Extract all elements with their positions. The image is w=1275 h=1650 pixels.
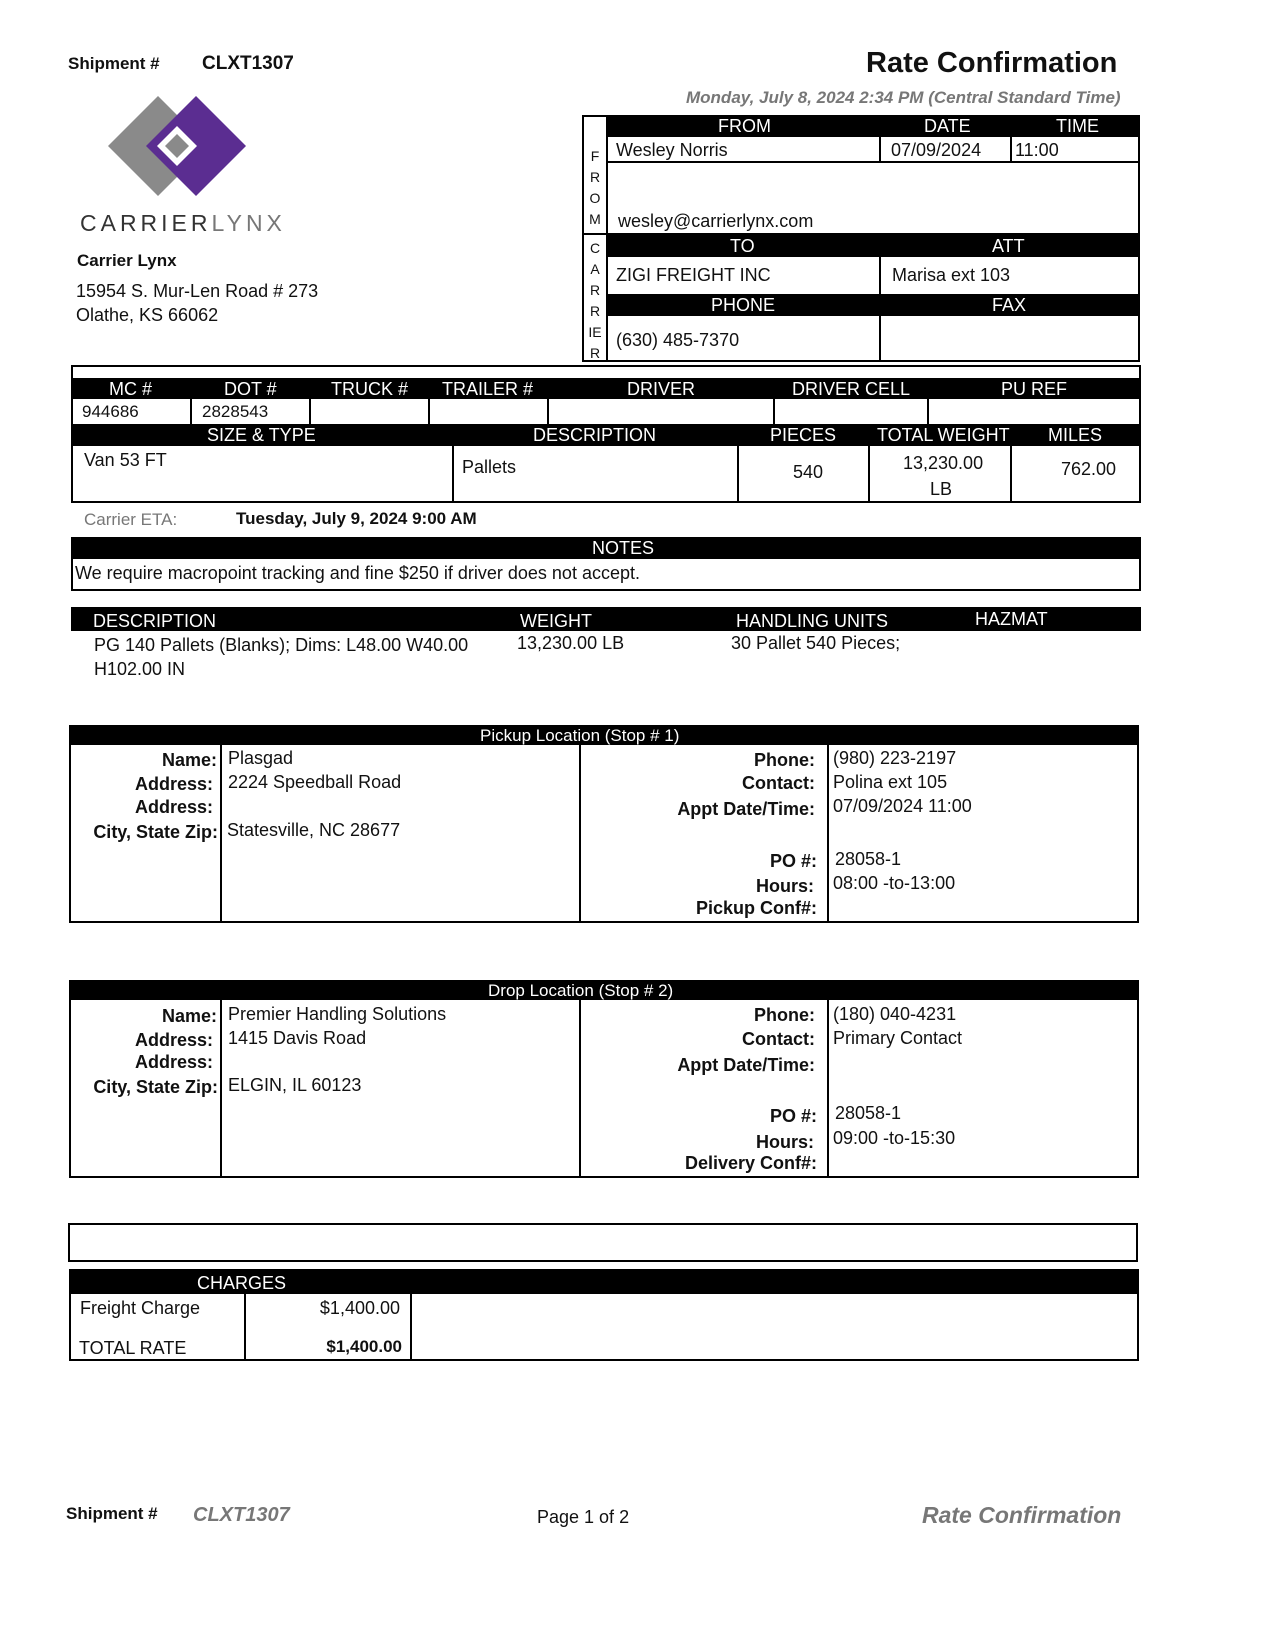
company-logo [100, 92, 250, 204]
equipment-header-bar: MC # DOT # TRUCK # TRAILER # DRIVER DRIVER CELL PU REF [71, 378, 1141, 399]
load-weight-unit: LB [930, 479, 953, 499]
eta-value: Tuesday, July 9, 2024 9:00 AM [236, 509, 477, 528]
company-address1: 15954 S. Mur-Len Road # 273 [76, 281, 319, 301]
drop-contact: Primary Contact [833, 1028, 963, 1048]
pickup-name: Plasgad [228, 748, 294, 768]
pickup-contact: Polina ext 105 [833, 772, 948, 792]
load-pieces: 540 [793, 462, 824, 482]
from-time: 11:00 [1015, 140, 1059, 160]
from-email[interactable]: wesley@carrierlynx.com [618, 211, 814, 231]
mc-number: 944686 [82, 402, 139, 421]
commodity-description-2: H102.00 IN [94, 659, 186, 679]
commodity-header-bar: DESCRIPTION WEIGHT HANDLING UNITS HAZMAT [71, 607, 1141, 631]
from-name: Wesley Norris [616, 140, 728, 160]
from-date: 07/09/2024 [891, 140, 982, 160]
load-total-weight: 13,230.00 [903, 453, 984, 473]
pickup-phone: (980) 223-2197 [833, 748, 957, 768]
logo-wordmark: CARRIERLYNX [80, 210, 286, 236]
drop-phone: (180) 040-4231 [833, 1004, 957, 1024]
phone-header-bar [606, 294, 1140, 316]
phone-header: PHONE [711, 295, 776, 315]
att-header: ATT [992, 236, 1025, 256]
carrier-phone: (630) 485-7370 [616, 330, 740, 350]
footer-shipment-label: Shipment # [66, 1504, 158, 1523]
time-header: TIME [1056, 116, 1099, 136]
commodity-description-1: PG 140 Pallets (Blanks); Dims: L48.00 W40.00 [94, 635, 469, 655]
to-header: TO [730, 236, 755, 256]
load-description: Pallets [462, 457, 517, 477]
size-type: Van 53 FT [84, 450, 167, 470]
load-header-bar: SIZE & TYPE DESCRIPTION PIECES TOTAL WEIGHT MILES [71, 424, 1141, 446]
pickup-po: 28058-1 [835, 849, 902, 869]
shipment-label: Shipment # [68, 54, 160, 73]
blank-box [68, 1223, 1138, 1262]
charges-header-bar: CHARGES [69, 1269, 1139, 1294]
fax-header: FAX [992, 295, 1027, 315]
notes-header-bar: NOTES [71, 537, 1141, 559]
eta-label: Carrier ETA: [84, 510, 178, 529]
doc-datetime: Monday, July 8, 2024 2:34 PM (Central Standard Time) [686, 88, 1121, 107]
commodity-weight: 13,230.00 LB [517, 633, 625, 653]
from-header-bar [606, 115, 1140, 137]
drop-header-bar: Drop Location (Stop # 2) [69, 980, 1139, 1000]
from-header: FROM [718, 116, 771, 136]
notes-text: We require macropoint tracking and fine $250 if driver does not accept. [75, 563, 640, 583]
total-rate-value: $1,400.00 [326, 1337, 402, 1356]
from-side-label: F R O M [589, 148, 601, 227]
total-rate-label: TOTAL RATE [79, 1338, 187, 1358]
date-header: DATE [924, 116, 971, 136]
pickup-address: 2224 Speedball Road [228, 772, 402, 792]
drop-hours: 09:00 -to-15:30 [833, 1128, 956, 1148]
pickup-header-bar: Pickup Location (Stop # 1) [69, 725, 1139, 745]
carrier-att: Marisa ext 103 [892, 265, 1011, 285]
company-address2: Olathe, KS 66062 [76, 305, 219, 325]
doc-title: Rate Confirmation [866, 47, 1118, 79]
shipment-number: CLXT1307 [202, 53, 294, 74]
footer-page: Page 1 of 2 [537, 1507, 630, 1527]
carrier-side-label: C A R R IE R [588, 240, 602, 361]
company-name: Carrier Lynx [77, 251, 177, 270]
drop-address: 1415 Davis Road [228, 1028, 367, 1048]
to-header-bar [606, 235, 1140, 257]
pickup-appt: 07/09/2024 11:00 [833, 796, 972, 816]
freight-charge-label: Freight Charge [80, 1298, 201, 1318]
footer-doc-title: Rate Confirmation [922, 1502, 1122, 1528]
freight-charge-value: $1,400.00 [319, 1298, 400, 1318]
drop-name: Premier Handling Solutions [228, 1004, 447, 1024]
pickup-city: Statesville, NC 28677 [227, 820, 401, 840]
logo-diamonds-icon [100, 92, 250, 204]
commodity-handling-units: 30 Pallet 540 Pieces; [731, 633, 901, 653]
drop-city: ELGIN, IL 60123 [228, 1075, 362, 1095]
pickup-hours: 08:00 -to-13:00 [833, 873, 956, 893]
carrier-to: ZIGI FREIGHT INC [616, 265, 771, 285]
footer-shipment-number: CLXT1307 [193, 1504, 290, 1526]
load-miles: 762.00 [1061, 459, 1117, 479]
drop-po: 28058-1 [835, 1103, 902, 1123]
dot-number: 2828543 [202, 402, 269, 421]
